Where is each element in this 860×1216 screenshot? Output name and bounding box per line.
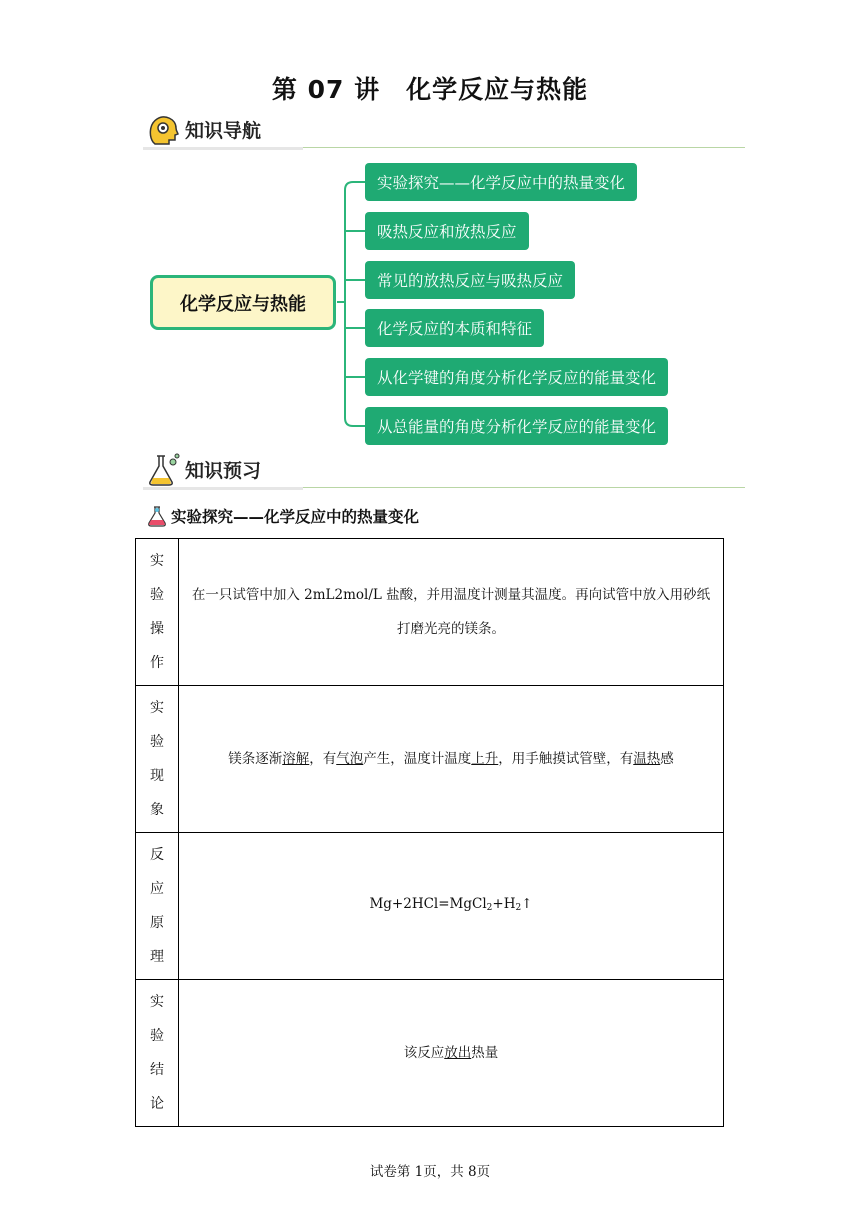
label-char: 作: [150, 655, 164, 671]
label-char: 反: [150, 847, 164, 863]
text-run: ，用手触摸试管壁，有: [498, 751, 634, 767]
answer-blank: 溶解: [282, 751, 310, 767]
preview-divider-accent: [143, 487, 303, 490]
label-char: 结: [150, 1062, 164, 1078]
text-run: 该反应: [403, 1045, 445, 1061]
mindmap-branch-6: 从总能量的角度分析化学反应的能量变化: [365, 407, 668, 445]
row-label-conclusion: [136, 980, 179, 1127]
subscript: 2: [486, 903, 493, 913]
preview-section-label: 知识预习: [185, 460, 262, 482]
flask-icon: [145, 452, 181, 488]
answer-blank: 气泡: [336, 751, 364, 767]
text-run: 感: [660, 751, 674, 767]
row-label-principle: [136, 833, 179, 980]
table-row: [136, 539, 724, 686]
text-run: ，有: [309, 751, 337, 767]
mindmap-branch-3: 常见的放热反应与吸热反应: [365, 261, 575, 299]
equation-part: Mg+2HCl=MgCl: [369, 896, 487, 912]
small-flask-icon: [147, 505, 167, 527]
operation-content: 在一只试管中加入 2mL2mol/L 盐酸，并用温度计测量其温度。再向试管中放入用砂纸打磨光亮的镁条。: [179, 539, 724, 686]
nav-divider-accent: [143, 147, 303, 150]
table-row: [136, 833, 724, 980]
mindmap-root: 化学反应与热能: [150, 275, 336, 330]
nav-section-label: 知识导航: [185, 120, 262, 142]
gas-arrow-icon: ↑: [521, 896, 533, 912]
label-char: 实: [150, 994, 164, 1010]
label-char: 验: [150, 734, 164, 750]
label-char: 操: [150, 621, 164, 637]
page-title: 第 07 讲 化学反应与热能: [271, 75, 589, 104]
experiment-heading-text: 实验探究——化学反应中的热量变化: [171, 508, 420, 526]
principle-equation: [179, 833, 724, 980]
label-char: 象: [150, 802, 164, 818]
text-run: 热量: [471, 1045, 499, 1061]
mindmap-branch-5: 从化学键的角度分析化学反应的能量变化: [365, 358, 668, 396]
label-char: 验: [150, 587, 164, 603]
label-char: 现: [150, 768, 164, 784]
table-row: [136, 686, 724, 833]
text-run: 产生，温度计温度: [363, 751, 472, 767]
experiment-table: [135, 538, 724, 1127]
label-char: 论: [150, 1096, 164, 1112]
label-char: 应: [150, 881, 164, 897]
page-footer: 试卷第 1页，共 8页: [369, 1164, 491, 1180]
text-run: 镁条逐渐: [228, 751, 283, 767]
label-char: 理: [150, 949, 164, 965]
subscript: 2: [515, 903, 522, 913]
mindmap-branch-1: 实验探究——化学反应中的热量变化: [365, 163, 637, 201]
experiment-heading: [147, 505, 419, 527]
nav-section-header: [143, 110, 745, 150]
mindmap-branch-4: 化学反应的本质和特征: [365, 309, 544, 347]
preview-section-header: [143, 450, 745, 490]
table-row: [136, 980, 724, 1127]
head-gear-icon: [145, 112, 181, 148]
answer-blank: 放出: [444, 1045, 472, 1061]
label-char: 实: [150, 700, 164, 716]
equation-part: +H: [492, 896, 516, 912]
row-label-phenomenon: [136, 686, 179, 833]
row-label-operation: [136, 539, 179, 686]
answer-blank: 温热: [633, 751, 661, 767]
label-char: 实: [150, 553, 164, 569]
answer-blank: 上升: [471, 751, 499, 767]
label-char: 验: [150, 1028, 164, 1044]
mindmap-branch-2: 吸热反应和放热反应: [365, 212, 529, 250]
phenomenon-content: [179, 686, 724, 833]
conclusion-content: [179, 980, 724, 1127]
label-char: 原: [150, 915, 164, 931]
